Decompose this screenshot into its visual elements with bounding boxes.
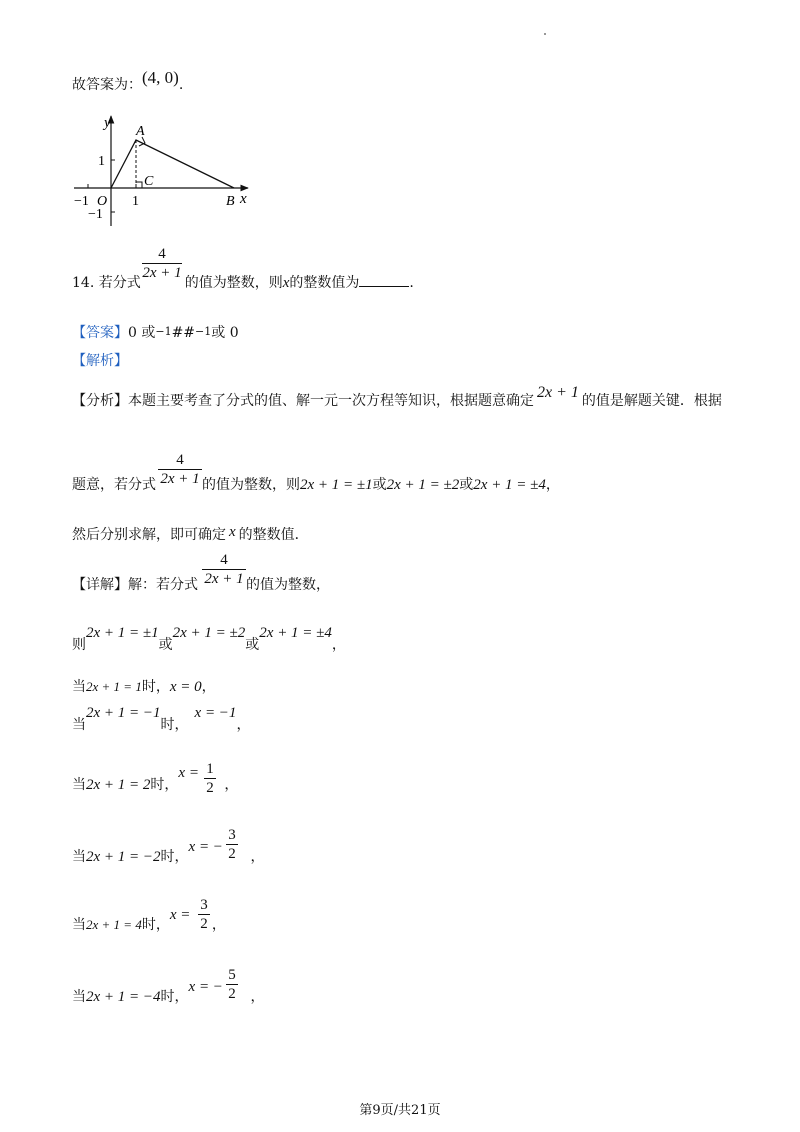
line3-pre: 然后分别求解，即可确定 <box>72 527 226 543</box>
case-dang: 当 <box>72 777 86 793</box>
answer-text-a: 0 或 <box>128 325 156 341</box>
answer-line <box>72 322 239 342</box>
fenxi-tag: 【分析】 <box>72 393 128 409</box>
page-footer: 第9页/共21页 <box>359 1103 441 1118</box>
fenxi-expr: 2x + 1 <box>537 384 579 401</box>
case-dang: 当 <box>72 849 86 865</box>
case-dang: 当 <box>72 717 86 733</box>
line2-end: ， <box>545 477 560 493</box>
x-axis-label: x <box>240 191 247 207</box>
label-y-1: 1 <box>98 154 105 169</box>
case-frac-num: 3 <box>200 897 208 913</box>
label-o: O <box>97 194 108 209</box>
case-shi: 时， <box>160 989 189 1005</box>
answer-text-b: 或 0 <box>211 325 239 341</box>
case-frac-den: 2 <box>228 986 236 1002</box>
q14-post-b: 的整数值为 <box>289 275 360 291</box>
case-dang: 当 <box>72 917 86 933</box>
answer-blank <box>359 274 409 287</box>
case-fraction <box>204 760 216 797</box>
line2-frac-num: 4 <box>176 452 184 468</box>
line2-mid: 的值为整数，则 <box>202 477 300 493</box>
fenxi-line <box>72 384 722 410</box>
case-fraction <box>226 966 238 1003</box>
case-fraction <box>198 896 210 933</box>
case-shi: 时， <box>141 679 170 695</box>
detail-tag: 【详解】 <box>72 577 128 593</box>
case-result: x = 0 <box>169 679 202 695</box>
case-line <box>72 702 251 733</box>
then-or2: 或 <box>245 637 260 653</box>
answer-tag: 【答案】 <box>72 325 128 341</box>
case-end: ， <box>250 849 265 865</box>
answer-prefix: 故答案为： <box>72 77 142 93</box>
case-result-prefix: x = <box>169 907 191 923</box>
then-or1: 或 <box>158 637 173 653</box>
case-shi: 时， <box>141 917 170 933</box>
case-end: ， <box>201 679 216 695</box>
right-angle-c <box>136 182 142 188</box>
case-line <box>72 676 216 696</box>
previous-answer-line <box>72 68 184 94</box>
analysis-line-2 <box>72 474 560 494</box>
q14-pre: 若分式 <box>98 275 141 291</box>
case-shi: 时， <box>160 717 189 733</box>
line2-eq1: 2x + 1 = ±1 <box>300 477 373 493</box>
stray-dot <box>544 33 546 35</box>
q14-frac-den: 2x + 1 <box>142 265 182 281</box>
case-fraction <box>226 826 238 863</box>
label-x-neg1: −1 <box>74 194 89 209</box>
answer-value: (4, 0) <box>142 68 179 87</box>
case-end: ， <box>250 989 265 1005</box>
analysis-line-3 <box>72 524 309 544</box>
answer-period: . <box>178 77 184 93</box>
q14-post-a: 的值为整数，则 <box>184 275 283 291</box>
case-frac-num: 5 <box>228 967 236 983</box>
case-shi: 时， <box>160 849 189 865</box>
q14-frac-num: 4 <box>158 246 166 262</box>
detail-frac-num: 4 <box>220 552 228 568</box>
then-end: ， <box>331 637 346 653</box>
label-b: B <box>226 194 235 209</box>
fenxi-text2: 的值是解题关键．根据 <box>581 393 722 409</box>
case-cond: 2x + 1 = 4 <box>86 917 142 932</box>
case-dang: 当 <box>72 679 86 695</box>
line2-or2: 或 <box>459 477 474 493</box>
then-eq3: 2x + 1 = ±4 <box>259 625 332 641</box>
case-cond: 2x + 1 = −4 <box>86 989 161 1005</box>
detail-frac-den: 2x + 1 <box>204 571 244 587</box>
label-c: C <box>144 174 154 189</box>
case-shi: 时， <box>150 777 179 793</box>
case-frac-num: 1 <box>206 761 214 777</box>
coordinate-figure <box>66 108 266 238</box>
label-y-neg1: −1 <box>88 207 103 222</box>
line3-var: x <box>229 524 236 540</box>
line2-or1: 或 <box>372 477 387 493</box>
answer-v1: −1 <box>155 325 172 338</box>
detail-pre: 解：若分式 <box>128 577 198 593</box>
case-result-prefix: x = <box>178 765 199 781</box>
then-eq1: 2x + 1 = ±1 <box>86 625 159 641</box>
case-frac-den: 2 <box>228 846 236 862</box>
then-ze: 则 <box>72 637 86 653</box>
case-cond: 2x + 1 = −1 <box>86 705 161 721</box>
line2-eq2: 2x + 1 = ±2 <box>386 477 460 493</box>
case-result-prefix: x = − <box>188 979 223 995</box>
case-cond: 2x + 1 = −2 <box>86 849 161 865</box>
triangle-oab <box>111 140 234 188</box>
line2-pre: 题意，若分式 <box>72 477 156 493</box>
analysis-tag: 【解析】 <box>72 353 128 369</box>
detail-line <box>72 574 330 594</box>
case-cond: 2x + 1 = 1 <box>86 679 142 694</box>
case-end: ， <box>236 717 251 733</box>
case-result: x = −1 <box>194 705 237 721</box>
then-eq2: 2x + 1 = ±2 <box>172 625 246 641</box>
case-cond: 2x + 1 = 2 <box>86 777 151 793</box>
case-frac-den: 2 <box>206 780 214 796</box>
then-line <box>72 622 346 653</box>
case-frac-den: 2 <box>200 916 208 932</box>
label-x-1: 1 <box>132 194 139 209</box>
case-end: ， <box>211 917 226 933</box>
fenxi-text: 本题主要考查了分式的值、解一元一次方程等知识，根据题意确定 <box>128 393 534 409</box>
question-14-line <box>72 272 414 292</box>
q14-end: . <box>409 275 414 291</box>
label-a: A <box>136 124 145 139</box>
case-dang: 当 <box>72 989 86 1005</box>
line2-eq3: 2x + 1 = ±4 <box>473 477 546 493</box>
case-end: ， <box>224 777 239 793</box>
q14-var: x <box>282 275 290 291</box>
detail-post: 的值为整数， <box>246 577 330 593</box>
answer-sep: ## <box>171 325 196 341</box>
question-number: 14. <box>72 275 95 291</box>
answer-v2: −1 <box>195 325 212 338</box>
line3-post: 的整数值． <box>238 527 309 543</box>
case-frac-num: 3 <box>228 827 236 843</box>
line2-frac-den: 2x + 1 <box>160 471 200 487</box>
y-axis-label: y <box>104 115 111 131</box>
case-result-prefix: x = − <box>188 839 223 855</box>
